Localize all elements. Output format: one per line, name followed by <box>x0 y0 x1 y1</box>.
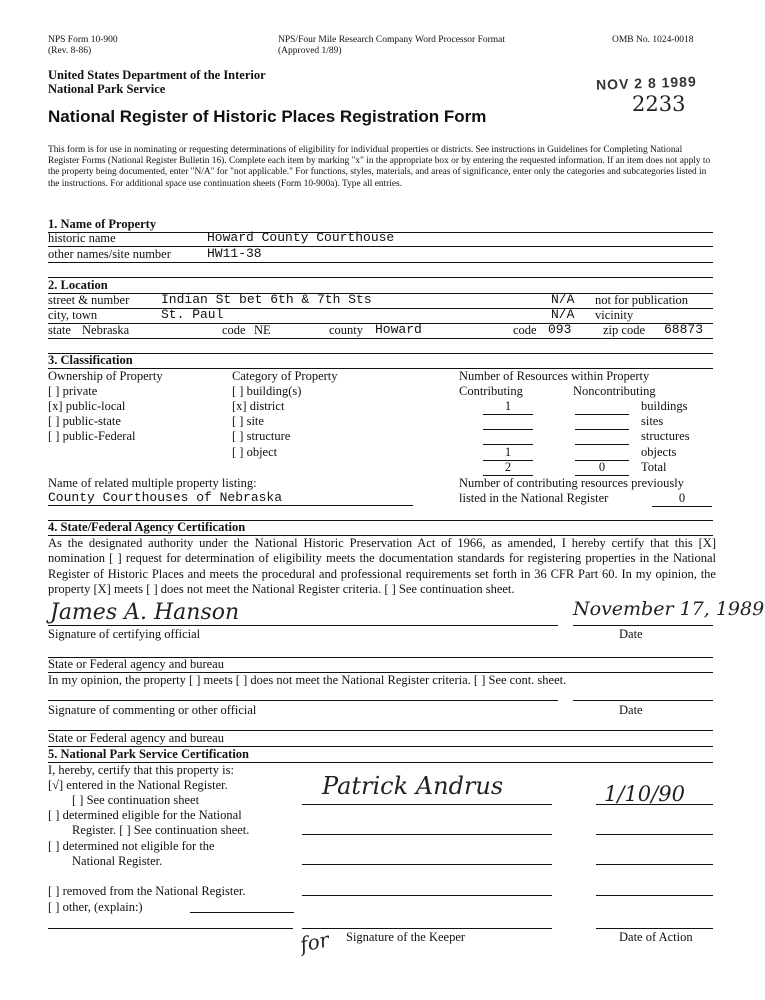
state-code-label: code <box>222 323 246 337</box>
see-continuation-1[interactable]: [ ] See continuation sheet <box>72 793 200 807</box>
other-explain[interactable]: [ ] other, (explain:) <box>48 900 143 914</box>
keeper-intro: I, hereby, certify that this property is: <box>48 763 234 777</box>
certifying-date-handwritten: November 17, 1989 <box>573 598 765 620</box>
determined-not-eligible[interactable]: [ ] determined not eligible for the <box>48 839 215 853</box>
state-value: Nebraska <box>82 323 130 337</box>
row-label-structures: structures <box>641 429 690 443</box>
multiple-listing-label: Name of related multiple property listing: <box>48 476 257 490</box>
received-stamp: NOV 2 8 1989 <box>595 73 697 93</box>
section-4-heading: 4. State/Federal Agency Certification <box>48 520 713 536</box>
category-label: Category of Property <box>232 369 338 383</box>
section-2-heading: 2. Location <box>48 278 713 294</box>
previously-listed-line-2: listed in the National Register <box>459 491 609 505</box>
contributing-objects: 1 <box>483 445 533 461</box>
keeper-initials: for <box>297 927 332 957</box>
format-line-2: (Approved 1/89) <box>278 46 342 56</box>
county-code-label: code <box>513 323 537 337</box>
service: National Park Service <box>48 82 166 96</box>
certifying-official-signature: James A. Hanson <box>50 600 240 625</box>
certification-paragraph: As the designated authority under the National Historic Preservation Act of 1966, as amended, I hereby certify that this [X] nomination [ ] request for determination of eligibility meets the documentation standards for registering properties in the National Register of Historic Places and meets the procedural and professional requirements set forth in 36 CFR Part 60. In my opinion, the property [X] meets [ ] does not meet the National Register criteria. [ ] See continuation sheet. <box>48 536 716 596</box>
contributing-sites <box>483 414 533 430</box>
county-value: Howard <box>375 322 422 337</box>
row-label-sites: sites <box>641 414 664 428</box>
agency-bureau-label-2: State or Federal agency and bureau <box>48 731 224 745</box>
opinion-line: In my opinion, the property [ ] meets [ ] does not meet the National Register criteria. [ ] See cont. sheet. <box>48 673 567 687</box>
category-district[interactable]: [x] district <box>232 399 285 413</box>
ownership-public-state[interactable]: [ ] public-state <box>48 414 121 428</box>
agency-bureau-label: State or Federal agency and bureau <box>48 657 224 671</box>
category-site[interactable]: [ ] site <box>232 414 264 428</box>
removed-from-register[interactable]: [ ] removed from the National Register. <box>48 884 246 898</box>
street-value: Indian St bet 6th & 7th Sts <box>161 292 372 307</box>
other-names-value: HW11-38 <box>207 246 262 261</box>
zip-label: zip code <box>603 323 645 337</box>
keeper-date-handwritten: 1/10/90 <box>604 782 685 806</box>
keeper-signature: Patrick Andrus <box>322 772 504 800</box>
noncontributing-buildings <box>575 399 629 415</box>
commenting-date-label: Date <box>619 703 643 717</box>
ownership-label: Ownership of Property <box>48 369 163 383</box>
row-label-buildings: buildings <box>641 399 688 413</box>
street-label: street & number <box>48 293 130 307</box>
determined-not-eligible-continued: National Register. <box>72 854 163 868</box>
contributing-buildings: 1 <box>483 399 533 415</box>
county-code-value: 093 <box>548 322 572 337</box>
city-label: city, town <box>48 308 98 322</box>
determined-eligible[interactable]: [ ] determined eligible for the National <box>48 808 242 822</box>
row-label-total: Total <box>641 460 667 474</box>
category-structure[interactable]: [ ] structure <box>232 429 291 443</box>
multiple-listing-value: County Courthouses of Nebraska <box>48 490 413 506</box>
state-code-value: NE <box>254 323 271 337</box>
omb-number: OMB No. 1024-0018 <box>612 35 694 45</box>
entered-in-register[interactable]: [√] entered in the National Register. <box>48 778 228 792</box>
not-for-publication: not for publication <box>595 293 689 307</box>
contributing-structures <box>483 429 533 445</box>
handwritten-number: 2233 <box>632 92 686 116</box>
vicinity: vicinity <box>595 308 634 322</box>
instructions: This form is for use in nominating or requesting determinations of eligibility for individual properties or districts. See instructions in Guidelines for Completing National Register Forms (National Register Bulletin 16). Complete each item by marking "x" in the appropriate box or by entering the requested information. If an item does not apply to the property being documented, enter "N/A" for "not applicable." For functions, styles, materials, and areas of significance, enter only the categories and subcategories listed in the instructions. For additional space use continuation sheets (Form 10-900a). Type all entries. <box>48 145 711 189</box>
row-label-objects: objects <box>641 445 677 459</box>
determined-eligible-continued[interactable]: Register. [ ] See continuation sheet. <box>72 823 250 837</box>
state-label: state <box>48 323 71 337</box>
form-revision: (Rev. 8-86) <box>48 46 92 56</box>
department: United States Department of the Interior <box>48 68 266 82</box>
noncontributing-structures <box>575 429 629 445</box>
street-na: N/A <box>551 292 575 307</box>
contributing-total: 2 <box>483 460 533 476</box>
contributing-label: Contributing <box>459 384 523 398</box>
previously-listed-value: 0 <box>652 491 712 507</box>
category-buildings[interactable]: [ ] building(s) <box>232 384 302 398</box>
ownership-public-local[interactable]: [x] public-local <box>48 399 126 413</box>
commenting-signature-label: Signature of commenting or other official <box>48 703 257 717</box>
certifying-signature-label: Signature of certifying official <box>48 627 201 641</box>
historic-name-value: Howard County Courthouse <box>207 230 395 245</box>
noncontributing-total: 0 <box>575 460 629 476</box>
keeper-signature-label: Signature of the Keeper <box>346 930 466 944</box>
format-line-1: NPS/Four Mile Research Company Word Processor Format <box>278 35 506 45</box>
section-3-heading: 3. Classification <box>48 353 713 369</box>
noncontributing-objects <box>575 445 629 461</box>
form-number: NPS Form 10-900 <box>48 35 118 45</box>
zip-value: 68873 <box>664 322 704 337</box>
ownership-private[interactable]: [ ] private <box>48 384 98 398</box>
noncontributing-label: Noncontributing <box>573 384 656 398</box>
city-na: N/A <box>551 307 575 322</box>
other-names-label: other names/site number <box>48 247 171 261</box>
city-value: St. Paul <box>161 307 224 322</box>
date-of-action-label: Date of Action <box>619 930 693 944</box>
section-5-heading: 5. National Park Service Certification <box>48 747 713 763</box>
previously-listed-line-1: Number of contributing resources previously <box>459 476 684 490</box>
section-1-heading: 1. Name of Property <box>48 217 713 233</box>
historic-name-label: historic name <box>48 231 116 245</box>
ownership-public-federal[interactable]: [ ] public-Federal <box>48 429 136 443</box>
noncontributing-sites <box>575 414 629 430</box>
form-title: National Register of Historic Places Registration Form <box>48 107 487 126</box>
resources-label: Number of Resources within Property <box>459 369 650 383</box>
county-label: county <box>329 323 364 337</box>
category-object[interactable]: [ ] object <box>232 445 278 459</box>
certifying-date-label: Date <box>619 627 643 641</box>
